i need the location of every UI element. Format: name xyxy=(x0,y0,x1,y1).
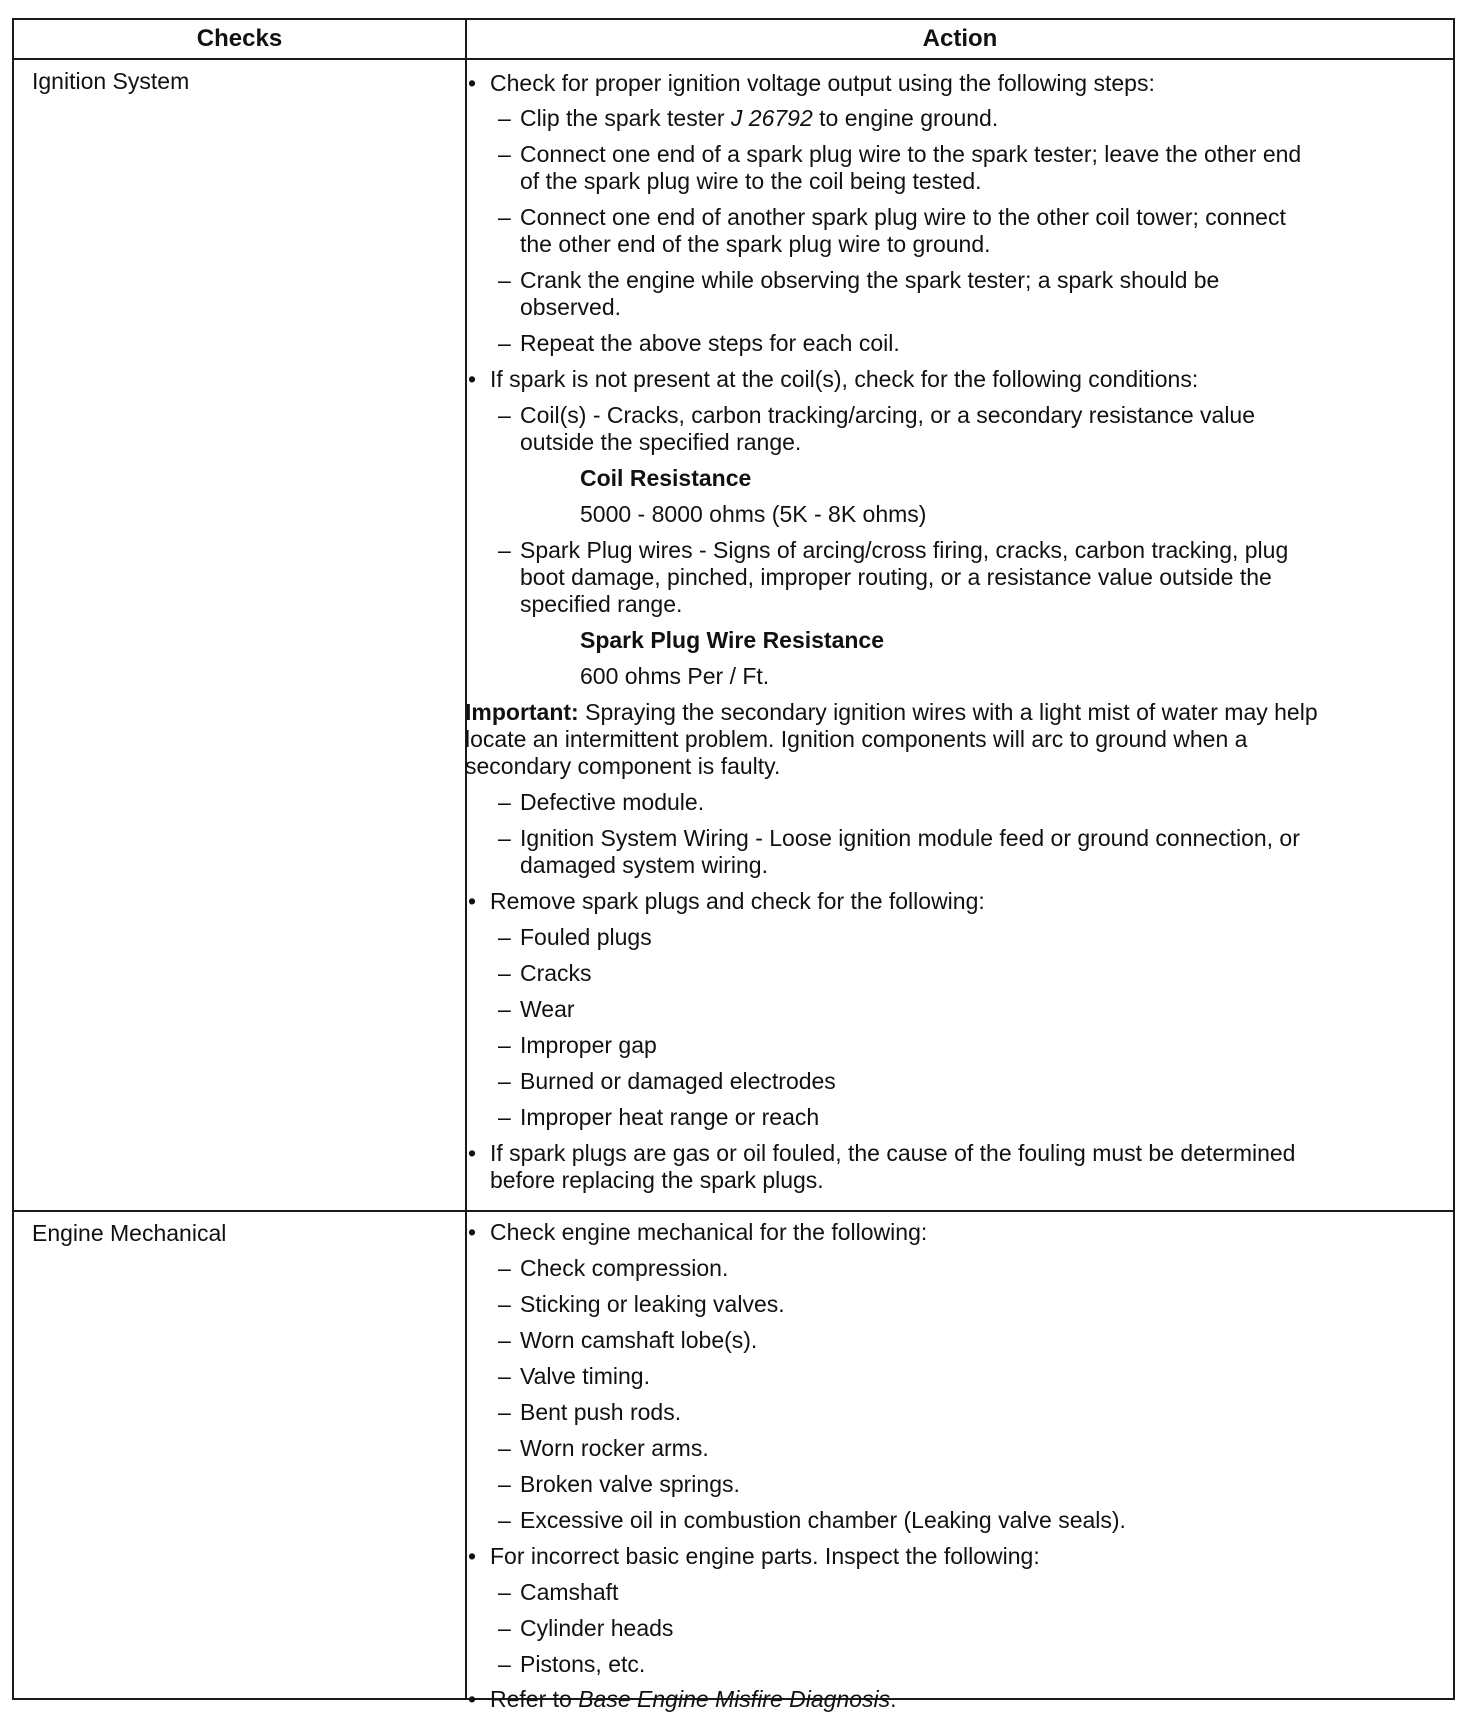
important-label: Important: xyxy=(465,699,579,725)
ignition-step-3-cont: the other end of the spark plug wire to ground. xyxy=(520,231,991,257)
engine-bullet-1: • Check engine mechanical for the following: xyxy=(490,1219,927,1245)
ignition-step-5: – Repeat the above steps for each coil. xyxy=(520,330,900,356)
engine-part-item: – Pistons, etc. xyxy=(520,1651,645,1677)
plug-check-item: – Wear xyxy=(520,996,575,1022)
important-note-cont: locate an intermittent problem. Ignition components will arc to ground when a xyxy=(465,726,1248,752)
plug-check-item: – Burned or damaged electrodes xyxy=(520,1068,836,1094)
condition-wiring-cont: damaged system wiring. xyxy=(520,852,768,878)
condition-spark-plug-wires-cont: boot damage, pinched, improper routing, or a resistance value outside the xyxy=(520,564,1272,590)
engine-check-item: – Worn camshaft lobe(s). xyxy=(520,1327,757,1353)
engine-check-item: – Bent push rods. xyxy=(520,1399,681,1425)
header-action: Action xyxy=(922,25,998,52)
plug-check-item: – Improper gap xyxy=(520,1032,657,1058)
tool-number: J 26792 xyxy=(730,105,813,131)
important-note-cont2: secondary component is faulty. xyxy=(465,753,781,779)
condition-wiring: – Ignition System Wiring - Loose ignition module feed or ground connection, or xyxy=(520,825,1300,851)
ignition-bullet-2: • If spark is not present at the coil(s), check for the following conditions: xyxy=(490,366,1198,392)
ignition-step-1: – Clip the spark tester J 26792 to engine ground. xyxy=(520,105,998,131)
engine-check-item: – Check compression. xyxy=(520,1255,728,1281)
condition-spark-plug-wires: – Spark Plug wires - Signs of arcing/cross firing, cracks, carbon tracking, plug xyxy=(520,537,1288,563)
plug-check-item: – Cracks xyxy=(520,960,592,986)
ignition-bullet-3: • Remove spark plugs and check for the following: xyxy=(490,888,985,914)
engine-check-item: – Sticking or leaking valves. xyxy=(520,1291,785,1317)
wire-resistance-value: 600 ohms Per / Ft. xyxy=(580,663,770,689)
wire-resistance-title: Spark Plug Wire Resistance xyxy=(580,627,885,653)
ignition-step-4-cont: observed. xyxy=(520,294,622,320)
reference-link: Base Engine Misfire Diagnosis xyxy=(578,1686,891,1712)
engine-bullet-3: • Refer to Base Engine Misfire Diagnosis. xyxy=(490,1687,897,1711)
engine-part-item: – Camshaft xyxy=(520,1579,618,1605)
important-note: Important: Spraying the secondary ignition wires with a light mist of water may help xyxy=(465,699,1318,725)
ignition-bullet-4: • If spark plugs are gas or oil fouled, the cause of the fouling must be determined xyxy=(490,1140,1295,1166)
condition-coil: – Coil(s) - Cracks, carbon tracking/arcing, or a secondary resistance value xyxy=(520,402,1255,428)
check-ignition-system: Ignition System xyxy=(32,68,190,94)
plug-check-item: – Fouled plugs xyxy=(520,924,652,950)
engine-part-item: – Cylinder heads xyxy=(520,1615,673,1641)
ignition-step-3: – Connect one end of another spark plug wire to the other coil tower; connect xyxy=(520,204,1286,230)
engine-check-item: – Excessive oil in combustion chamber (Leaking valve seals). xyxy=(520,1507,1126,1533)
row-divider xyxy=(14,1210,1453,1212)
ignition-bullet-1: • Check for proper ignition voltage output using the following steps: xyxy=(490,70,1155,96)
ignition-step-4: – Crank the engine while observing the spark tester; a spark should be xyxy=(520,267,1219,293)
ignition-step-2: – Connect one end of a spark plug wire to the spark tester; leave the other end xyxy=(520,141,1301,167)
header-checks: Checks xyxy=(196,25,283,52)
condition-spark-plug-wires-cont2: specified range. xyxy=(520,591,683,617)
plug-check-item: – Improper heat range or reach xyxy=(520,1104,819,1130)
ignition-bullet-4-cont: before replacing the spark plugs. xyxy=(490,1167,824,1193)
condition-module: – Defective module. xyxy=(520,789,704,815)
header-divider xyxy=(14,58,1453,60)
engine-check-item: – Valve timing. xyxy=(520,1363,650,1389)
condition-coil-cont: outside the specified range. xyxy=(520,429,802,455)
ignition-step-2-cont: of the spark plug wire to the coil being tested. xyxy=(520,168,982,194)
engine-check-item: – Broken valve springs. xyxy=(520,1471,740,1497)
column-divider xyxy=(465,20,467,1698)
coil-resistance-value: 5000 - 8000 ohms (5K - 8K ohms) xyxy=(580,501,927,527)
check-engine-mechanical: Engine Mechanical xyxy=(32,1220,227,1246)
engine-bullet-2: • For incorrect basic engine parts. Inspect the following: xyxy=(490,1543,1040,1569)
coil-resistance-title: Coil Resistance xyxy=(580,465,752,491)
engine-check-item: – Worn rocker arms. xyxy=(520,1435,709,1461)
